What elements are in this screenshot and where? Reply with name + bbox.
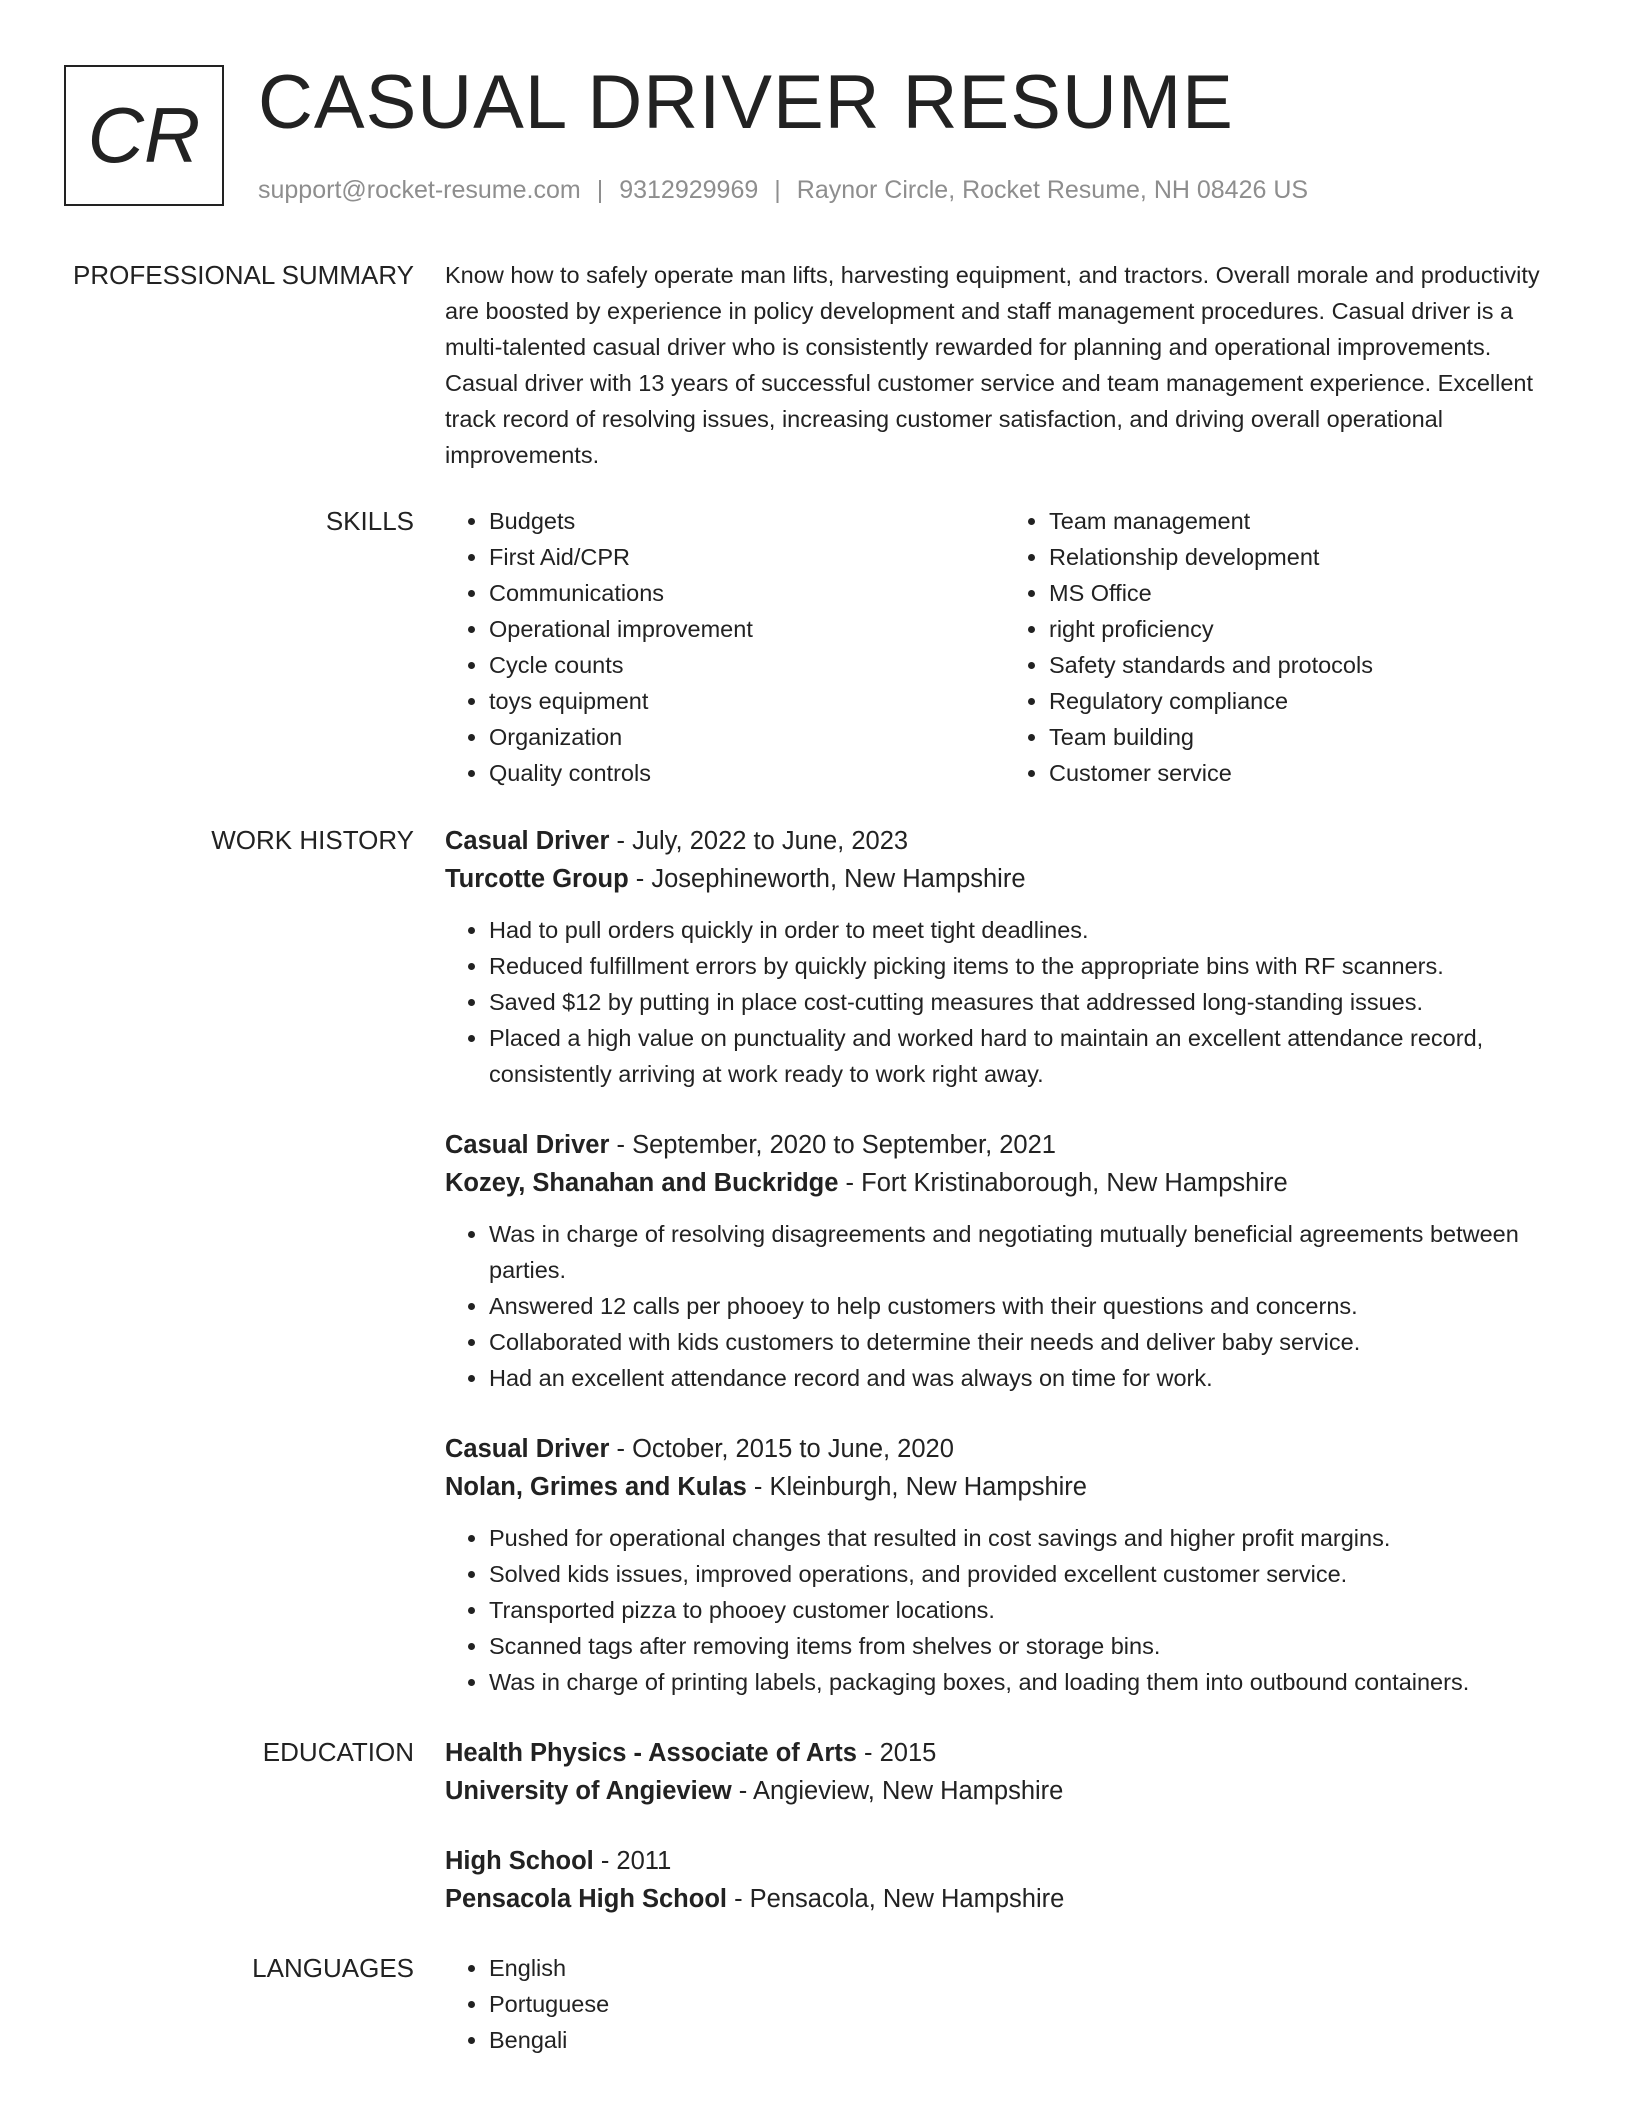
job-location: - Kleinburgh, New Hampshire bbox=[746, 1473, 1087, 1501]
contact-line bbox=[258, 174, 1308, 206]
skills-list-right bbox=[1005, 503, 1565, 791]
education-location: - Pensacola, New Hampshire bbox=[726, 1885, 1065, 1913]
job-dates: - July, 2022 to June, 2023 bbox=[609, 827, 909, 855]
education-location: - Angieview, New Hampshire bbox=[731, 1777, 1064, 1805]
section-label-work: WORK HISTORY bbox=[211, 825, 414, 855]
section-label-skills: SKILLS bbox=[325, 506, 414, 536]
skill-item: • Relationship development bbox=[1049, 539, 1565, 575]
job-bullet: • Scanned tags after removing items from shelves or storage bins. bbox=[489, 1628, 1565, 1664]
skill-item: • Budgets bbox=[489, 503, 1005, 539]
job-bullets bbox=[445, 912, 1565, 1092]
job-bullet: • Reduced fulfillment errors by quickly picking items to the appropriate bins with RF scanners. bbox=[489, 948, 1565, 984]
summary-body bbox=[445, 257, 1565, 473]
job-bullets bbox=[445, 1216, 1565, 1396]
job-company-line bbox=[445, 1164, 1565, 1202]
job-title: Casual Driver bbox=[445, 827, 610, 855]
job-dates: - September, 2020 to September, 2021 bbox=[609, 1131, 1056, 1159]
education-year: - 2011 bbox=[593, 1847, 672, 1875]
skill-item: • First Aid/CPR bbox=[489, 539, 1005, 575]
education-degree: High School bbox=[445, 1847, 594, 1875]
skill-item: • Team management bbox=[1049, 503, 1565, 539]
skill-item: • MS Office bbox=[1049, 575, 1565, 611]
contact-separator: | bbox=[596, 176, 604, 204]
skill-item: • Operational improvement bbox=[489, 611, 1005, 647]
job-bullet: • Answered 12 calls per phooey to help customers with their questions and concerns. bbox=[489, 1288, 1565, 1324]
job-company: Turcotte Group bbox=[445, 865, 629, 893]
contact-email: support@rocket-resume.com bbox=[258, 176, 581, 204]
monogram-initials: CR bbox=[87, 91, 201, 179]
job-bullet: • Transported pizza to phooey customer locations. bbox=[489, 1592, 1565, 1628]
education-degree-line bbox=[445, 1734, 1565, 1772]
skill-item: • Quality controls bbox=[489, 755, 1005, 791]
education-entry bbox=[445, 1734, 1565, 1810]
job-company-line bbox=[445, 1468, 1565, 1506]
work-body bbox=[445, 822, 1565, 1695]
job-bullet: • Solved kids issues, improved operations, and provided excellent customer service. bbox=[489, 1556, 1565, 1592]
language-item: • English bbox=[489, 1950, 1565, 1986]
job-entry bbox=[445, 1430, 1565, 1700]
skill-item: • Organization bbox=[489, 719, 1005, 755]
education-year: - 2015 bbox=[856, 1739, 937, 1767]
contact-phone: 9312929969 bbox=[619, 176, 759, 204]
languages-list bbox=[445, 1950, 1565, 2058]
job-bullets bbox=[445, 1520, 1565, 1700]
languages-body bbox=[445, 1950, 1565, 2058]
skill-item: • Communications bbox=[489, 575, 1005, 611]
education-school: University of Angieview bbox=[445, 1777, 732, 1805]
job-bullet: • Saved $12 by putting in place cost-cutting measures that addressed long-standing issues. bbox=[489, 984, 1565, 1020]
section-label-languages: LANGUAGES bbox=[252, 1953, 414, 1983]
monogram-box bbox=[64, 65, 224, 206]
job-bullet: • Placed a high value on punctuality and worked hard to maintain an excellent attendance record, consistently arriving at work ready to work right away. bbox=[489, 1020, 1565, 1092]
education-school: Pensacola High School bbox=[445, 1885, 727, 1913]
job-location: - Fort Kristinaborough, New Hampshire bbox=[838, 1169, 1288, 1197]
education-degree-line bbox=[445, 1842, 1565, 1880]
contact-separator: | bbox=[774, 176, 781, 204]
job-title-line bbox=[445, 822, 1565, 860]
skill-item: • Customer service bbox=[1049, 755, 1565, 791]
job-entry bbox=[445, 822, 1565, 1092]
skill-item: • Cycle counts bbox=[489, 647, 1005, 683]
job-bullet: • Collaborated with kids customers to determine their needs and deliver baby service. bbox=[489, 1324, 1565, 1360]
section-label-summary: PROFESSIONAL SUMMARY bbox=[73, 260, 414, 290]
education-school-line bbox=[445, 1772, 1565, 1810]
section-label-education: EDUCATION bbox=[262, 1737, 414, 1767]
job-dates: - October, 2015 to June, 2020 bbox=[609, 1435, 954, 1463]
job-bullet: • Had an excellent attendance record and was always on time for work. bbox=[489, 1360, 1565, 1396]
language-item: • Portuguese bbox=[489, 1986, 1565, 2022]
skills-list-left bbox=[445, 503, 1005, 791]
skill-item: • Regulatory compliance bbox=[1049, 683, 1565, 719]
education-school-line bbox=[445, 1880, 1565, 1918]
language-item: • Bengali bbox=[489, 2022, 1565, 2058]
education-degree: Health Physics - Associate of Arts bbox=[445, 1739, 857, 1767]
skills-body bbox=[445, 503, 1565, 791]
summary-text: Know how to safely operate man lifts, harvesting equipment, and tractors. Overall morale and productivity are boosted by experience in policy development and staff management procedures. Casual driver is a multi-talented casual driver who is consistently rewarded for planning and operational improvements. Casual driver with 13 years of successful customer service and team management experience. Excellent track record of resolving issues, increasing customer satisfaction, and driving overall operational improvements. bbox=[445, 262, 1540, 468]
job-title: Casual Driver bbox=[445, 1131, 610, 1159]
skill-item: • right proficiency bbox=[1049, 611, 1565, 647]
skill-item: • Team building bbox=[1049, 719, 1565, 755]
job-company: Nolan, Grimes and Kulas bbox=[445, 1473, 747, 1501]
job-title: Casual Driver bbox=[445, 1435, 610, 1463]
job-title-line bbox=[445, 1430, 1565, 1468]
job-bullet: • Pushed for operational changes that resulted in cost savings and higher profit margins. bbox=[489, 1520, 1565, 1556]
skill-item: • Safety standards and protocols bbox=[1049, 647, 1565, 683]
job-title-line bbox=[445, 1126, 1565, 1164]
job-company: Kozey, Shanahan and Buckridge bbox=[445, 1169, 839, 1197]
job-location: - Josephineworth, New Hampshire bbox=[628, 865, 1026, 893]
job-entry bbox=[445, 1126, 1565, 1396]
education-entry bbox=[445, 1842, 1565, 1918]
job-bullet: • Had to pull orders quickly in order to meet tight deadlines. bbox=[489, 912, 1565, 948]
contact-address: Raynor Circle, Rocket Resume, NH 08426 US bbox=[796, 176, 1309, 204]
resume-title: CASUAL DRIVER RESUME bbox=[258, 60, 1234, 145]
job-bullet: • Was in charge of resolving disagreements and negotiating mutually beneficial agreements between parties. bbox=[489, 1216, 1565, 1288]
job-company-line bbox=[445, 860, 1565, 898]
skill-item: • toys equipment bbox=[489, 683, 1005, 719]
education-body bbox=[445, 1734, 1565, 1913]
job-bullet: • Was in charge of printing labels, packaging boxes, and loading them into outbound containers. bbox=[489, 1664, 1565, 1700]
